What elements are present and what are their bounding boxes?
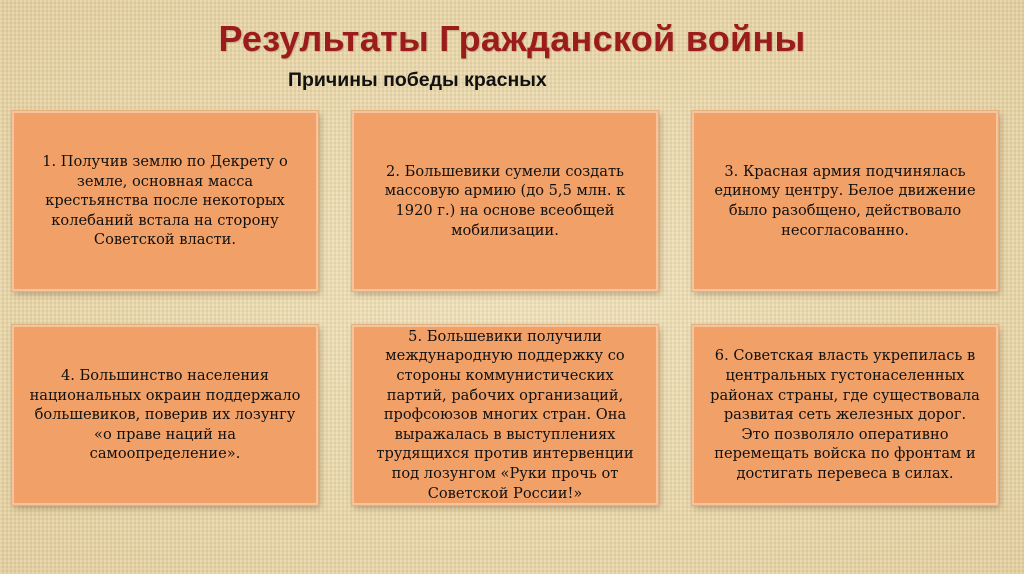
- reason-card-6: [692, 325, 998, 505]
- slide-title: Результаты Гражданской войны: [218, 18, 806, 59]
- reason-card-1-text: 1. Получив землю по Декрету о земле, основная масса крестьянства после некоторых колебаний встала на сторону Советской власти.: [42, 153, 288, 249]
- reason-card-4: [12, 325, 318, 505]
- reason-card-5: [352, 325, 658, 505]
- slide-subtitle: Причины победы красных: [288, 69, 547, 91]
- reason-card-3-text: 3. Красная армия подчинялась единому центру. Белое движение было разобщено, действовало несогласованно.: [714, 162, 976, 239]
- reason-card-1: [12, 111, 318, 291]
- reason-card-2-text: 2. Большевики сумели создать массовую армию (до 5,5 млн. к 1920 г.) на основе всеобщей мобилизации.: [384, 162, 626, 239]
- reason-card-6-text: 6. Советская власть укрепилась в центральных густонаселенных районах страны, где существовала развитая сеть железных дорог. Это позволяло оперативно перемещать войска по фронтам и достигать перевеса в силах.: [710, 347, 980, 482]
- reason-card-3: [692, 111, 998, 291]
- reason-card-5-text: 5. Большевики получили международную поддержку со стороны коммунистических партий, рабочих организаций, профсоюзов многих стран. Она выражалась в выступлениях трудящихся против интервенции под лозунгом «Руки прочь от Советской России!»: [376, 327, 634, 502]
- reason-card-4-text: 4. Большинство населения национальных окраин поддержало большевиков, поверив их лозунгу «о праве наций на самоопределение».: [29, 367, 301, 463]
- reason-card-2: [352, 111, 658, 291]
